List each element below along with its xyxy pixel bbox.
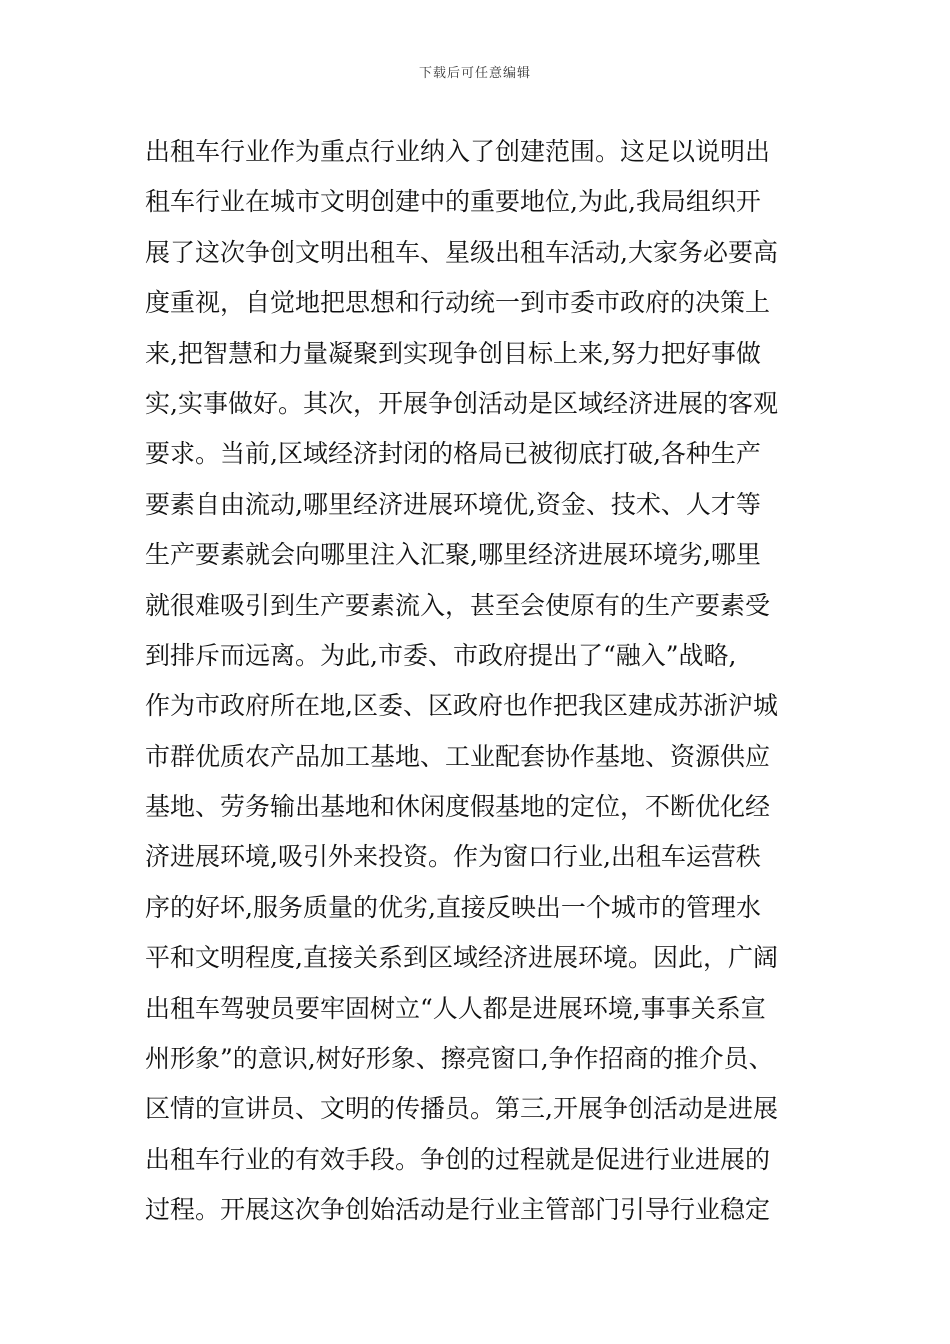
body-text [145,130,815,1239]
page-header: 下载后可任意编辑 [418,66,531,81]
text-line: 过程。开展这次争创始活动是行业主管部门引导行业稳定 [145,1195,771,1225]
text-line: 度重视，自觉地把思想和行动统一到市委市政府的决策上 [145,288,771,318]
text-line: 出租车行业作为重点行业纳入了创建范围。这足以说明出 [145,137,771,166]
text-line: 出租车驾驶员要牢固树立“人人都是进展环境,事事关系宣 [145,993,766,1023]
text-line: 序的好坏,服务质量的优劣,直接反映出一个城市的管理水 [145,892,761,922]
text-line: 市群优质农产品加工基地、工业配套协作基地、资源供应 [145,741,771,771]
text-line: 区情的宣讲员、文明的传播员。第三,开展争创活动是进展 [145,1094,778,1124]
text-line: 基地、劳务输出基地和休闲度假基地的定位，不断优化经 [145,792,771,822]
text-line: 要求。当前,区域经济封闭的格局已被彻底打破,各种生产 [145,439,761,469]
text-line: 要素自由流动,哪里经济进展环境优,资金、技术、人才等 [145,489,761,519]
text-line: 到排斥而远离。为此,市委、市政府提出了“融入”战略, [145,640,737,670]
text-line: 出租车行业的有效手段。争创的过程就是促进行业进展的 [145,1144,771,1174]
text-line: 就很难吸引到生产要素流入，甚至会使原有的生产要素受 [145,590,771,620]
text-line: 来,把智慧和力量凝聚到实现争创目标上来,努力把好事做 [145,338,761,368]
text-line: 生产要素就会向哪里注入汇聚,哪里经济进展环境劣,哪里 [145,540,761,570]
text-line: 平和文明程度,直接关系到区域经济进展环境。因此，广阔 [145,943,778,973]
text-line: 实,实事做好。其次，开展争创活动是区域经济进展的客观 [145,388,778,418]
text-line: 租车行业在城市文明创建中的重要地位,为此,我局组织开 [145,187,761,217]
text-line: 展了这次争创文明出租车、星级出租车活动,大家务必要高 [145,237,778,267]
text-line: 济进展环境,吸引外来投资。作为窗口行业,出租车运营秩 [145,842,761,872]
text-line: 作为市政府所在地,区委、区政府也作把我区建成苏浙沪城 [145,691,778,721]
text-line: 州形象”的意识,树好形象、擦亮窗口,争作招商的推介员、 [145,1044,774,1074]
